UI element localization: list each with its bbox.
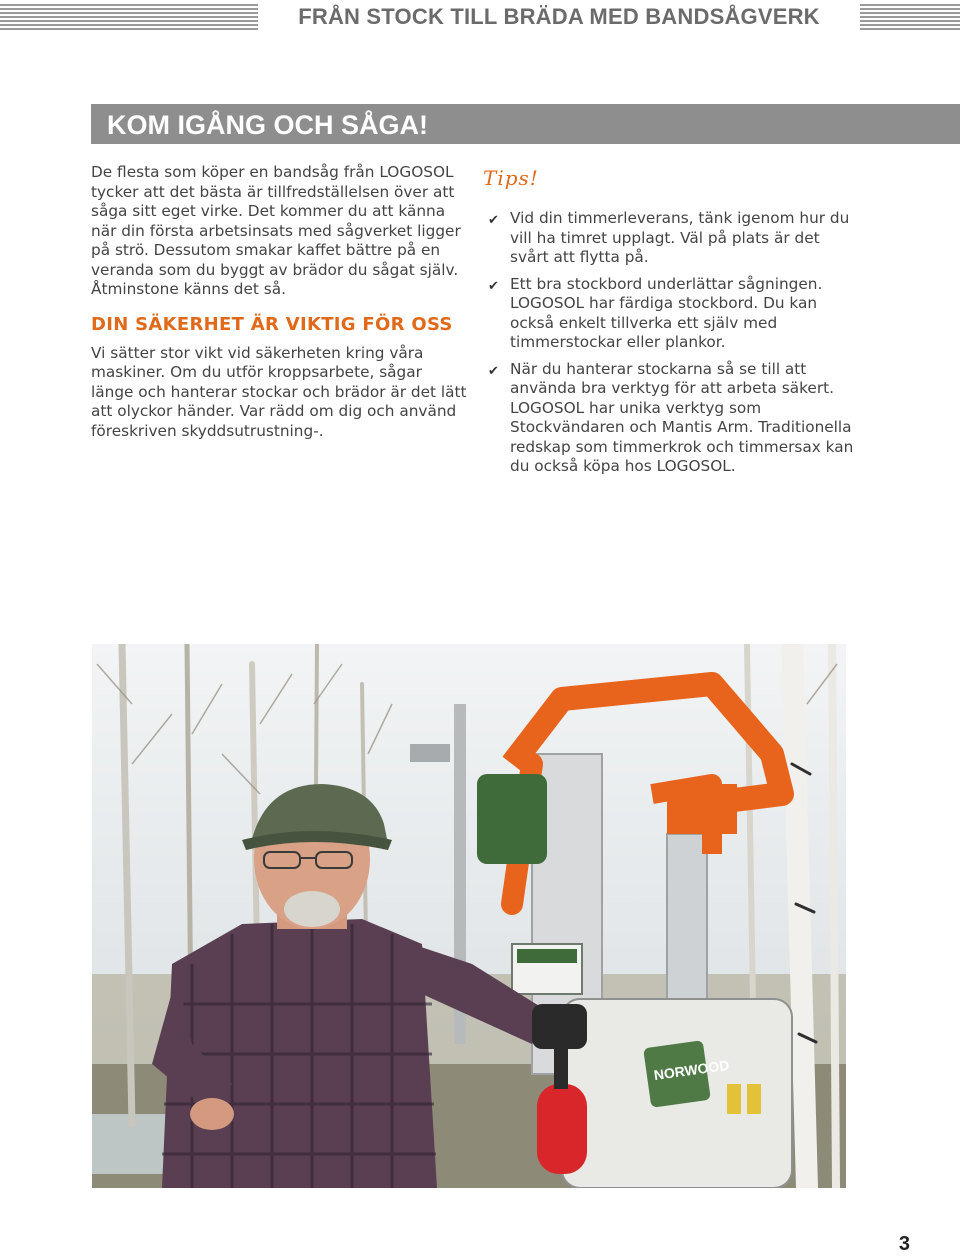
header-stripes-right	[860, 4, 960, 30]
checkmark-icon: ✔	[488, 278, 499, 294]
section-title-bar	[91, 104, 960, 144]
tip-item	[488, 275, 858, 353]
section-title: KOM IGÅNG OCH SÅGA!	[107, 110, 428, 140]
tip-item	[488, 360, 858, 477]
checkmark-icon: ✔	[488, 213, 499, 228]
left-column	[91, 163, 469, 441]
photo-illustration	[92, 644, 846, 1188]
tips-list	[488, 209, 858, 484]
brand-mark: NORWOOD	[652, 1056, 731, 1084]
sawmill-photo	[92, 644, 846, 1188]
tip-text: Ett bra stockbord underlättar sågningen. LOGOSOL har färdiga stockbord. Du kan också enkelt tillverka ett själv med timmerstockar eller plankor.	[510, 274, 823, 351]
page-number: 3	[898, 1233, 910, 1255]
intro-paragraph: De flesta som köper en bandsåg från LOGOSOL tycker att det bästa är tillfredställelsen över att såga sitt eget virke. Det kommer du att känna när din första arbetsinsats med sågverket ligger på strö. Dessutom smakar kaffet bättre på en veranda som du byggt av brädor du sågat själv. Åtminstone känns det så.	[91, 163, 461, 298]
checkmark-icon: ✔	[488, 363, 499, 379]
header-stripes-left	[0, 4, 258, 30]
tips-heading: Tips!	[483, 166, 539, 190]
tip-text: Vid din timmerleverans, tänk igenom hur du vill ha timret upplagt. Väl på plats är det svårt att flytta på.	[510, 209, 850, 266]
tip-text: När du hanterar stockarna så se till att använda bra verktyg för att arbeta säkert. LOGOSOL har unika verktyg som Stockvändaren och Mantis Arm. Traditionella redskap som timmerkrok och timmersax kan du också köpa hos LOGOSOL.	[510, 359, 854, 475]
tip-item	[488, 209, 858, 268]
running-header-title: FRÅN STOCK TILL BRÄDA MED BANDSÅGVERK	[298, 4, 820, 29]
safety-heading: DIN SÄKERHET ÄR VIKTIG FÖR OSS	[91, 313, 453, 335]
safety-paragraph: Vi sätter stor vikt vid säkerheten kring våra maskiner. Om du utför kroppsarbete, sågar länge och hanterar stockar och brädor är det lätt att olyckor händer. Var rädd om dig och använd föreskriven skyddsutrustning-.	[91, 343, 467, 440]
